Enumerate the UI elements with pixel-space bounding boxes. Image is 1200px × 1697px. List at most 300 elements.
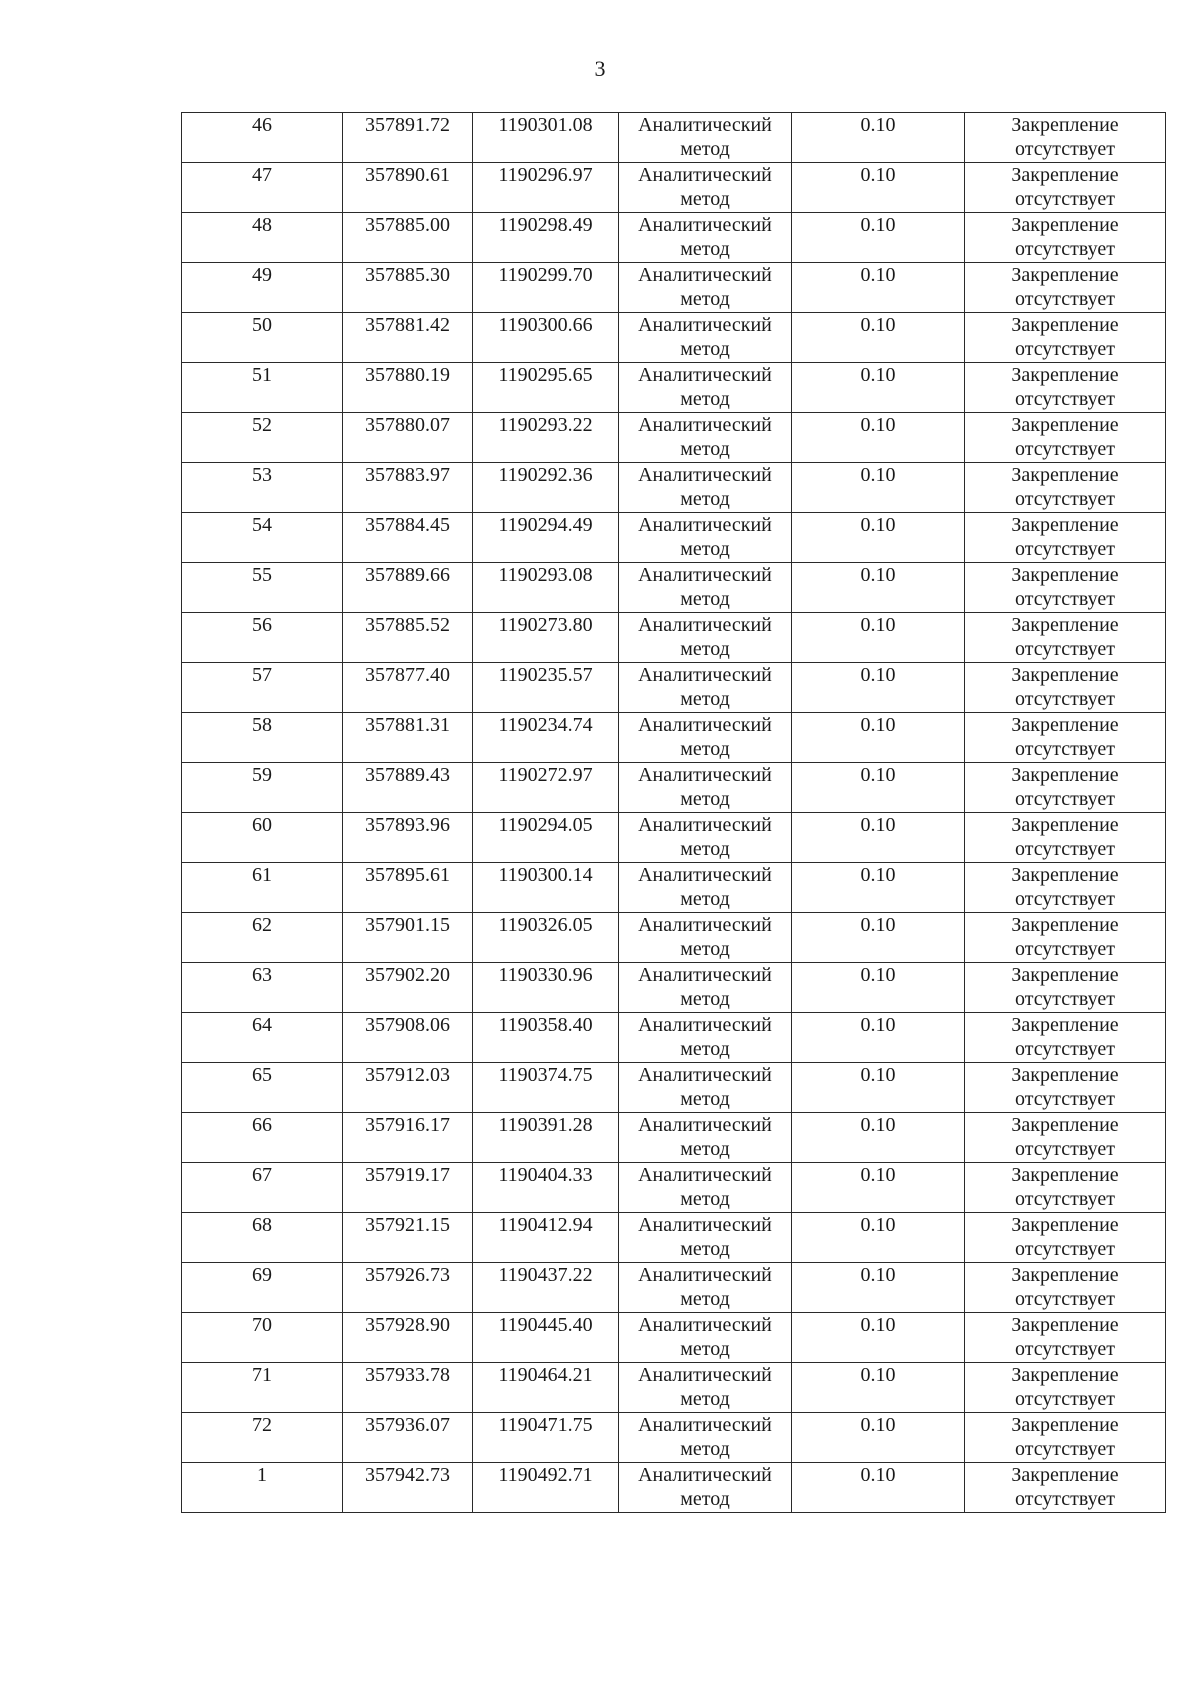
marker-description-cell [965, 1013, 1166, 1063]
method-cell [619, 213, 792, 263]
accuracy-cell: 0.10 [792, 963, 965, 1013]
marker-description-cell [965, 813, 1166, 863]
table-row [182, 1463, 1166, 1513]
point-number-cell: 57 [182, 663, 343, 713]
method-cell-line: метод [680, 138, 730, 160]
marker-description-cell-line: Закрепление [1011, 714, 1119, 736]
y-coordinate-cell: 1190445.40 [473, 1313, 619, 1363]
marker-description-cell-line: отсутствует [1014, 1338, 1116, 1360]
marker-description-cell-line: Закрепление [1011, 314, 1119, 336]
marker-description-cell-line: отсутствует [1014, 488, 1116, 510]
method-cell-line: Аналитический [638, 764, 772, 786]
accuracy-cell: 0.10 [792, 813, 965, 863]
marker-description-cell-line: Закрепление [1011, 114, 1119, 136]
x-coordinate-cell: 357919.17 [343, 1163, 473, 1213]
x-coordinate-cell: 357893.96 [343, 813, 473, 863]
accuracy-cell: 0.10 [792, 363, 965, 413]
marker-description-cell-line: отсутствует [1014, 1288, 1116, 1310]
marker-description-cell-line: отсутствует [1014, 1438, 1116, 1460]
accuracy-cell: 0.10 [792, 1263, 965, 1313]
table-row [182, 513, 1166, 563]
method-cell-line: метод [680, 1438, 730, 1460]
method-cell-line: Аналитический [638, 564, 772, 586]
method-cell-line: Аналитический [638, 314, 772, 336]
method-cell-line: метод [680, 738, 730, 760]
method-cell [619, 1013, 792, 1063]
y-coordinate-cell: 1190492.71 [473, 1463, 619, 1513]
method-cell-line: метод [680, 288, 730, 310]
marker-description-cell-line: отсутствует [1014, 888, 1116, 910]
table-row [182, 1413, 1166, 1463]
x-coordinate-cell: 357936.07 [343, 1413, 473, 1463]
marker-description-cell [965, 163, 1166, 213]
method-cell-line: метод [680, 188, 730, 210]
marker-description-cell-line: отсутствует [1014, 1138, 1116, 1160]
point-number-cell: 64 [182, 1013, 343, 1063]
x-coordinate-cell: 357891.72 [343, 113, 473, 163]
marker-description-cell-line: отсутствует [1014, 288, 1116, 310]
y-coordinate-cell: 1190471.75 [473, 1413, 619, 1463]
accuracy-cell: 0.10 [792, 1463, 965, 1513]
point-number-cell: 55 [182, 563, 343, 613]
method-cell-line: Аналитический [638, 414, 772, 436]
marker-description-cell-line: Закрепление [1011, 814, 1119, 836]
marker-description-cell-line: отсутствует [1014, 688, 1116, 710]
method-cell-line: метод [680, 538, 730, 560]
point-number-cell: 1 [182, 1463, 343, 1513]
y-coordinate-cell: 1190330.96 [473, 963, 619, 1013]
x-coordinate-cell: 357901.15 [343, 913, 473, 963]
marker-description-cell [965, 113, 1166, 163]
marker-description-cell-line: Закрепление [1011, 414, 1119, 436]
point-number-cell: 48 [182, 213, 343, 263]
point-number-cell: 72 [182, 1413, 343, 1463]
marker-description-cell-line: Закрепление [1011, 264, 1119, 286]
method-cell-line: Аналитический [638, 714, 772, 736]
method-cell-line: Аналитический [638, 164, 772, 186]
y-coordinate-cell: 1190298.49 [473, 213, 619, 263]
method-cell-line: метод [680, 1088, 730, 1110]
marker-description-cell-line: Закрепление [1011, 1214, 1119, 1236]
point-number-cell: 67 [182, 1163, 343, 1213]
marker-description-cell [965, 1113, 1166, 1163]
x-coordinate-cell: 357885.00 [343, 213, 473, 263]
y-coordinate-cell: 1190295.65 [473, 363, 619, 413]
table-row [182, 1113, 1166, 1163]
method-cell [619, 863, 792, 913]
method-cell-line: метод [680, 838, 730, 860]
accuracy-cell: 0.10 [792, 1013, 965, 1063]
method-cell-line: метод [680, 938, 730, 960]
method-cell [619, 763, 792, 813]
table-row [182, 763, 1166, 813]
accuracy-cell: 0.10 [792, 263, 965, 313]
table-row [182, 863, 1166, 913]
method-cell [619, 963, 792, 1013]
y-coordinate-cell: 1190412.94 [473, 1213, 619, 1263]
x-coordinate-cell: 357912.03 [343, 1063, 473, 1113]
marker-description-cell-line: отсутствует [1014, 188, 1116, 210]
y-coordinate-cell: 1190272.97 [473, 763, 619, 813]
x-coordinate-cell: 357877.40 [343, 663, 473, 713]
method-cell-line: метод [680, 1488, 730, 1510]
method-cell-line: метод [680, 1388, 730, 1410]
x-coordinate-cell: 357885.30 [343, 263, 473, 313]
method-cell-line: метод [680, 588, 730, 610]
marker-description-cell [965, 413, 1166, 463]
point-number-cell: 69 [182, 1263, 343, 1313]
method-cell-line: метод [680, 638, 730, 660]
coordinates-table [181, 112, 1166, 1513]
marker-description-cell-line: отсутствует [1014, 938, 1116, 960]
y-coordinate-cell: 1190293.08 [473, 563, 619, 613]
marker-description-cell [965, 1363, 1166, 1413]
marker-description-cell-line: Закрепление [1011, 364, 1119, 386]
accuracy-cell: 0.10 [792, 1413, 965, 1463]
method-cell-line: Аналитический [638, 1314, 772, 1336]
method-cell [619, 513, 792, 563]
table-row [182, 813, 1166, 863]
table-row [182, 113, 1166, 163]
marker-description-cell [965, 213, 1166, 263]
method-cell-line: Аналитический [638, 1064, 772, 1086]
table-row [182, 613, 1166, 663]
marker-description-cell-line: отсутствует [1014, 238, 1116, 260]
accuracy-cell: 0.10 [792, 863, 965, 913]
table-row [182, 263, 1166, 313]
method-cell-line: метод [680, 1188, 730, 1210]
marker-description-cell-line: Закрепление [1011, 764, 1119, 786]
marker-description-cell [965, 563, 1166, 613]
x-coordinate-cell: 357885.52 [343, 613, 473, 663]
marker-description-cell-line: отсутствует [1014, 788, 1116, 810]
point-number-cell: 63 [182, 963, 343, 1013]
marker-description-cell-line: отсутствует [1014, 1488, 1116, 1510]
method-cell [619, 1263, 792, 1313]
table-row [182, 963, 1166, 1013]
method-cell [619, 163, 792, 213]
marker-description-cell-line: отсутствует [1014, 1388, 1116, 1410]
table-row [182, 1013, 1166, 1063]
method-cell-line: Аналитический [638, 1214, 772, 1236]
point-number-cell: 71 [182, 1363, 343, 1413]
marker-description-cell [965, 1213, 1166, 1263]
method-cell-line: метод [680, 1338, 730, 1360]
method-cell [619, 913, 792, 963]
method-cell-line: Аналитический [638, 614, 772, 636]
method-cell-line: Аналитический [638, 1364, 772, 1386]
marker-description-cell [965, 963, 1166, 1013]
marker-description-cell [965, 663, 1166, 713]
x-coordinate-cell: 357881.31 [343, 713, 473, 763]
marker-description-cell-line: Закрепление [1011, 214, 1119, 236]
y-coordinate-cell: 1190296.97 [473, 163, 619, 213]
method-cell-line: Аналитический [638, 814, 772, 836]
y-coordinate-cell: 1190437.22 [473, 1263, 619, 1313]
table-row [182, 913, 1166, 963]
accuracy-cell: 0.10 [792, 663, 965, 713]
method-cell-line: Аналитический [638, 1114, 772, 1136]
marker-description-cell-line: Закрепление [1011, 1414, 1119, 1436]
accuracy-cell: 0.10 [792, 1313, 965, 1363]
table-row [182, 1163, 1166, 1213]
x-coordinate-cell: 357884.45 [343, 513, 473, 563]
marker-description-cell-line: Закрепление [1011, 1164, 1119, 1186]
y-coordinate-cell: 1190374.75 [473, 1063, 619, 1113]
marker-description-cell-line: отсутствует [1014, 388, 1116, 410]
accuracy-cell: 0.10 [792, 513, 965, 563]
accuracy-cell: 0.10 [792, 1213, 965, 1263]
point-number-cell: 65 [182, 1063, 343, 1113]
method-cell-line: Аналитический [638, 514, 772, 536]
marker-description-cell-line: отсутствует [1014, 538, 1116, 560]
y-coordinate-cell: 1190358.40 [473, 1013, 619, 1063]
y-coordinate-cell: 1190326.05 [473, 913, 619, 963]
table-row [182, 1263, 1166, 1313]
table-row [182, 713, 1166, 763]
marker-description-cell-line: отсутствует [1014, 638, 1116, 660]
method-cell-line: Аналитический [638, 664, 772, 686]
y-coordinate-cell: 1190292.36 [473, 463, 619, 513]
x-coordinate-cell: 357895.61 [343, 863, 473, 913]
accuracy-cell: 0.10 [792, 763, 965, 813]
table-row [182, 663, 1166, 713]
y-coordinate-cell: 1190293.22 [473, 413, 619, 463]
marker-description-cell [965, 1063, 1166, 1113]
table-row [182, 163, 1166, 213]
method-cell [619, 1313, 792, 1363]
marker-description-cell-line: отсутствует [1014, 1088, 1116, 1110]
marker-description-cell [965, 1263, 1166, 1313]
y-coordinate-cell: 1190391.28 [473, 1113, 619, 1163]
method-cell-line: метод [680, 788, 730, 810]
x-coordinate-cell: 357908.06 [343, 1013, 473, 1063]
marker-description-cell-line: Закрепление [1011, 864, 1119, 886]
x-coordinate-cell: 357883.97 [343, 463, 473, 513]
marker-description-cell-line: Закрепление [1011, 1014, 1119, 1036]
point-number-cell: 59 [182, 763, 343, 813]
marker-description-cell-line: Закрепление [1011, 1264, 1119, 1286]
accuracy-cell: 0.10 [792, 163, 965, 213]
point-number-cell: 68 [182, 1213, 343, 1263]
method-cell [619, 413, 792, 463]
method-cell-line: Аналитический [638, 364, 772, 386]
accuracy-cell: 0.10 [792, 413, 965, 463]
marker-description-cell-line: Закрепление [1011, 1464, 1119, 1486]
method-cell-line: метод [680, 438, 730, 460]
x-coordinate-cell: 357880.19 [343, 363, 473, 413]
x-coordinate-cell: 357880.07 [343, 413, 473, 463]
method-cell-line: Аналитический [638, 1164, 772, 1186]
y-coordinate-cell: 1190299.70 [473, 263, 619, 313]
method-cell-line: Аналитический [638, 914, 772, 936]
method-cell-line: Аналитический [638, 864, 772, 886]
marker-description-cell-line: Закрепление [1011, 614, 1119, 636]
marker-description-cell [965, 313, 1166, 363]
method-cell-line: метод [680, 1138, 730, 1160]
point-number-cell: 50 [182, 313, 343, 363]
method-cell-line: метод [680, 338, 730, 360]
accuracy-cell: 0.10 [792, 563, 965, 613]
x-coordinate-cell: 357942.73 [343, 1463, 473, 1513]
x-coordinate-cell: 357881.42 [343, 313, 473, 363]
marker-description-cell [965, 1163, 1166, 1213]
method-cell-line: метод [680, 1038, 730, 1060]
method-cell-line: метод [680, 1238, 730, 1260]
x-coordinate-cell: 357921.15 [343, 1213, 473, 1263]
method-cell [619, 1463, 792, 1513]
marker-description-cell [965, 513, 1166, 563]
marker-description-cell-line: отсутствует [1014, 1238, 1116, 1260]
x-coordinate-cell: 357926.73 [343, 1263, 473, 1313]
x-coordinate-cell: 357916.17 [343, 1113, 473, 1163]
marker-description-cell-line: отсутствует [1014, 1038, 1116, 1060]
accuracy-cell: 0.10 [792, 913, 965, 963]
marker-description-cell-line: Закрепление [1011, 964, 1119, 986]
method-cell-line: Аналитический [638, 964, 772, 986]
y-coordinate-cell: 1190294.49 [473, 513, 619, 563]
method-cell [619, 1413, 792, 1463]
marker-description-cell-line: Закрепление [1011, 1364, 1119, 1386]
marker-description-cell-line: Закрепление [1011, 914, 1119, 936]
accuracy-cell: 0.10 [792, 1163, 965, 1213]
table-row [182, 1213, 1166, 1263]
point-number-cell: 66 [182, 1113, 343, 1163]
method-cell-line: Аналитический [638, 1014, 772, 1036]
point-number-cell: 56 [182, 613, 343, 663]
accuracy-cell: 0.10 [792, 213, 965, 263]
coordinates-table-body [182, 113, 1166, 1513]
accuracy-cell: 0.10 [792, 713, 965, 763]
marker-description-cell-line: отсутствует [1014, 438, 1116, 460]
marker-description-cell [965, 263, 1166, 313]
method-cell-line: Аналитический [638, 214, 772, 236]
accuracy-cell: 0.10 [792, 463, 965, 513]
method-cell-line: Аналитический [638, 264, 772, 286]
point-number-cell: 49 [182, 263, 343, 313]
marker-description-cell-line: отсутствует [1014, 838, 1116, 860]
x-coordinate-cell: 357890.61 [343, 163, 473, 213]
method-cell-line: метод [680, 688, 730, 710]
marker-description-cell-line: отсутствует [1014, 338, 1116, 360]
marker-description-cell-line: Закрепление [1011, 564, 1119, 586]
table-row [182, 363, 1166, 413]
marker-description-cell [965, 863, 1166, 913]
point-number-cell: 62 [182, 913, 343, 963]
method-cell [619, 463, 792, 513]
method-cell-line: метод [680, 1288, 730, 1310]
y-coordinate-cell: 1190300.14 [473, 863, 619, 913]
accuracy-cell: 0.10 [792, 1363, 965, 1413]
method-cell-line: метод [680, 488, 730, 510]
marker-description-cell-line: Закрепление [1011, 664, 1119, 686]
point-number-cell: 60 [182, 813, 343, 863]
method-cell-line: Аналитический [638, 1264, 772, 1286]
method-cell [619, 713, 792, 763]
marker-description-cell [965, 913, 1166, 963]
method-cell [619, 563, 792, 613]
x-coordinate-cell: 357933.78 [343, 1363, 473, 1413]
method-cell-line: Аналитический [638, 464, 772, 486]
marker-description-cell-line: Закрепление [1011, 1114, 1119, 1136]
point-number-cell: 51 [182, 363, 343, 413]
marker-description-cell-line: Закрепление [1011, 514, 1119, 536]
method-cell-line: метод [680, 888, 730, 910]
marker-description-cell-line: Закрепление [1011, 1314, 1119, 1336]
marker-description-cell [965, 463, 1166, 513]
marker-description-cell [965, 713, 1166, 763]
y-coordinate-cell: 1190301.08 [473, 113, 619, 163]
marker-description-cell-line: Закрепление [1011, 1064, 1119, 1086]
table-row [182, 463, 1166, 513]
method-cell [619, 813, 792, 863]
marker-description-cell [965, 1413, 1166, 1463]
marker-description-cell-line: отсутствует [1014, 138, 1116, 160]
point-number-cell: 58 [182, 713, 343, 763]
table-row [182, 213, 1166, 263]
point-number-cell: 54 [182, 513, 343, 563]
table-row [182, 563, 1166, 613]
marker-description-cell-line: отсутствует [1014, 738, 1116, 760]
marker-description-cell-line: отсутствует [1014, 588, 1116, 610]
table-row [182, 1313, 1166, 1363]
y-coordinate-cell: 1190235.57 [473, 663, 619, 713]
method-cell [619, 363, 792, 413]
point-number-cell: 46 [182, 113, 343, 163]
y-coordinate-cell: 1190294.05 [473, 813, 619, 863]
y-coordinate-cell: 1190273.80 [473, 613, 619, 663]
method-cell [619, 1063, 792, 1113]
x-coordinate-cell: 357889.43 [343, 763, 473, 813]
method-cell [619, 663, 792, 713]
point-number-cell: 70 [182, 1313, 343, 1363]
table-row [182, 1063, 1166, 1113]
accuracy-cell: 0.10 [792, 613, 965, 663]
table-row [182, 413, 1166, 463]
method-cell-line: Аналитический [638, 114, 772, 136]
x-coordinate-cell: 357889.66 [343, 563, 473, 613]
marker-description-cell [965, 1463, 1166, 1513]
method-cell [619, 1363, 792, 1413]
method-cell-line: метод [680, 238, 730, 260]
accuracy-cell: 0.10 [792, 313, 965, 363]
table-row [182, 313, 1166, 363]
method-cell-line: метод [680, 988, 730, 1010]
marker-description-cell [965, 763, 1166, 813]
method-cell-line: Аналитический [638, 1414, 772, 1436]
marker-description-cell [965, 1313, 1166, 1363]
y-coordinate-cell: 1190404.33 [473, 1163, 619, 1213]
x-coordinate-cell: 357928.90 [343, 1313, 473, 1363]
method-cell [619, 313, 792, 363]
point-number-cell: 53 [182, 463, 343, 513]
marker-description-cell-line: отсутствует [1014, 988, 1116, 1010]
y-coordinate-cell: 1190300.66 [473, 313, 619, 363]
marker-description-cell-line: отсутствует [1014, 1188, 1116, 1210]
method-cell [619, 263, 792, 313]
method-cell [619, 113, 792, 163]
method-cell [619, 1213, 792, 1263]
page-number: 3 [594, 56, 606, 81]
method-cell [619, 1163, 792, 1213]
marker-description-cell-line: Закрепление [1011, 464, 1119, 486]
x-coordinate-cell: 357902.20 [343, 963, 473, 1013]
method-cell-line: Аналитический [638, 1464, 772, 1486]
accuracy-cell: 0.10 [792, 1063, 965, 1113]
y-coordinate-cell: 1190464.21 [473, 1363, 619, 1413]
marker-description-cell [965, 363, 1166, 413]
marker-description-cell-line: Закрепление [1011, 164, 1119, 186]
